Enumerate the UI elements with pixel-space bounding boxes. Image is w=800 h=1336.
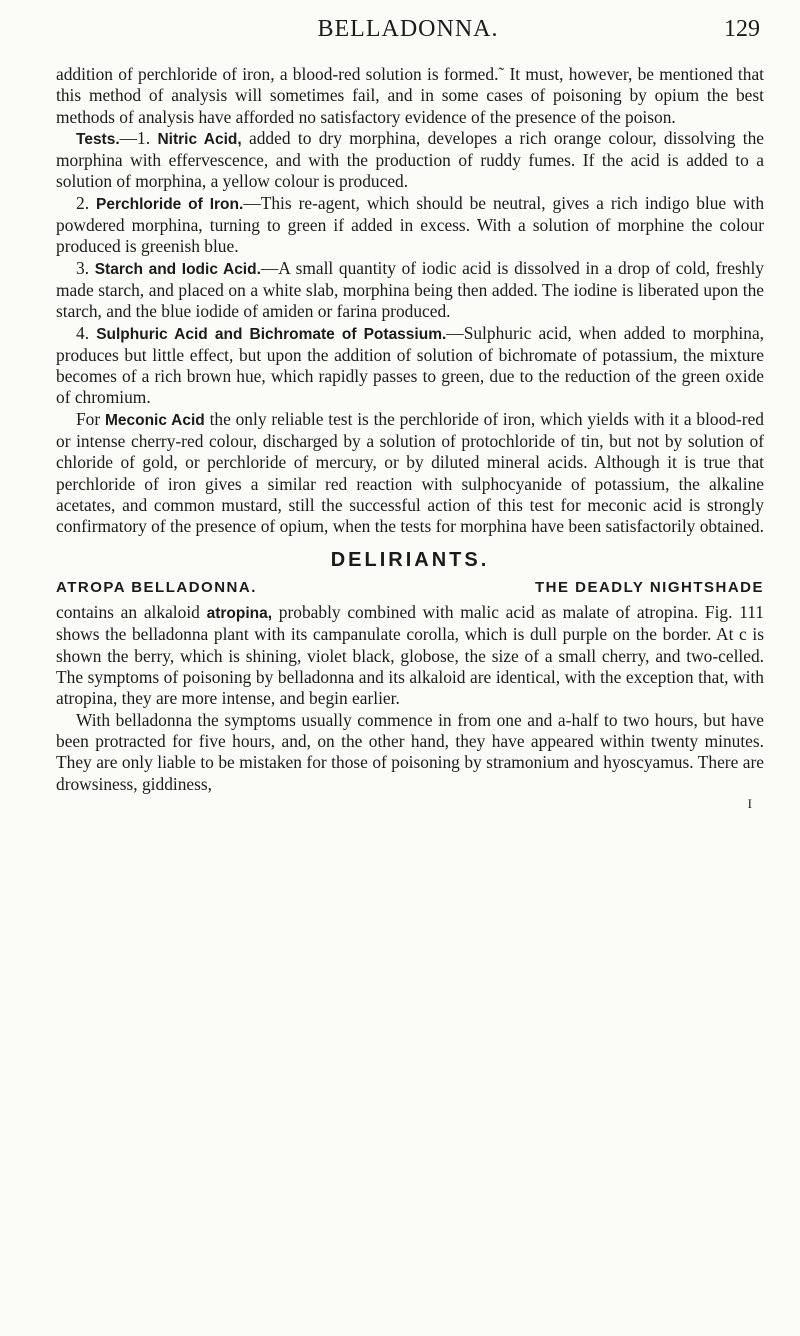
section-heading-deliriants: DELIRIANTS.	[330, 548, 490, 571]
page-header	[56, 16, 760, 50]
belladonna-paragraph-1	[56, 602, 764, 709]
belladonna-p1-text: probably combined with malic acid as malate of atropina. Fig. 111 shows the belladonna plant with its campanulate corolla, which is dull purple on the border. At c is shown the berry, which is shining, violet black, globose, the size of a small cherry, and two-celled. The symptoms of poisoning by belladonna and its alkaloid are identical, with the exception that, with atropina, they are more intense, and begin earlier.	[56, 602, 764, 709]
page-body	[56, 64, 764, 814]
belladonna-p1-lead: contains an alkaloid	[56, 602, 207, 623]
test-3-text: —A small quantity of iodic acid is dissolved in a drop of cold, freshly made starch, and placed on a white slab, morphina being then added. The iodine is liberated upon the starch, and the blue iodide of amiden or farina produced.	[56, 257, 764, 322]
test-2-name: Perchloride of Iron.	[96, 195, 244, 213]
test-1-number: —1.	[119, 127, 158, 148]
meconic-prefix: For	[76, 408, 105, 429]
meconic-acid-paragraph	[56, 409, 764, 538]
subheading-atropa	[56, 577, 764, 598]
page-number: 129	[724, 16, 760, 42]
belladonna-paragraph-2: With belladonna the symptoms usually commence in from one and a-half to two hours, but have been protracted for five hours, and, on the other hand, they have appeared within twenty minutes. They are only liable to be mistaken for those of poisoning by stramonium and hyoscyamus. There are drowsiness, giddiness,	[56, 709, 764, 794]
test-2-paragraph	[56, 193, 764, 258]
test-3-name: Starch and Iodic Acid.	[94, 260, 261, 278]
intro-paragraph: addition of perchloride of iron, a blood-red solution is formed.˜ It must, however, be mentioned that this method of analysis will sometimes fail, and in some cases of poisoning by opium the best methods of analysis have afforded no satisfactory evidence of the presence of the poison.	[56, 64, 764, 127]
test-1-name: Nitric Acid,	[157, 130, 242, 148]
test-2-number: 2.	[76, 192, 96, 213]
tests-label: Tests.	[76, 130, 120, 148]
test-1-paragraph	[56, 128, 764, 193]
subheading-common-name: THE DEADLY NIGHTSHADE	[534, 578, 764, 596]
meconic-acid-text: the only reliable test is the perchloride of iron, which yields with it a blood-red or intense cherry-red colour, discharged by a solution of protochloride of tin, but not by solution of chloride of gold, or perchloride of mercury, or by diluted mineral acids. Although it is true that perchloride of iron gives a similar red reaction with sulphocyanide of potassium, the alkaline acetates, and common mustard, still the successful action of this test for meconic acid is strongly confirmatory of the presence of opium, when the tests for morphina have been satisfactorily obtained.	[56, 408, 764, 537]
test-1-text: added to dry morphina, developes a rich orange colour, dissolving the morphina with effervescence, and with the production of ruddy fumes. If the acid is added to a solution of morphina, a yellow colour is produced.	[56, 127, 765, 192]
test-4-text: —Sulphuric acid, when added to morphina, produces but little effect, but upon the addition of solution of bichromate of potassium, the mixture becomes of a rich brown hue, which rapidly passes to green, due to the reduction of the green oxide of chromium.	[56, 322, 765, 408]
running-head: BELLADONNA.	[317, 16, 499, 42]
subheading-latin-name: ATROPA BELLADONNA.	[56, 578, 257, 596]
test-2-text: —This re-agent, which should be neutral, gives a rich indigo blue with powdered morphina, turning to green if added in excess. With a solution of morphine the colour produced is greenish blue.	[56, 192, 765, 257]
test-4-number: 4.	[76, 322, 97, 343]
test-4-name: Sulphuric Acid and Bichromate of Potassium.	[96, 325, 447, 343]
test-4-paragraph	[56, 323, 764, 409]
signature-mark: I	[747, 795, 752, 811]
meconic-acid-name: Meconic Acid	[104, 411, 205, 429]
atropina-term: atropina,	[206, 605, 273, 623]
test-3-number: 3.	[76, 257, 95, 278]
test-3-paragraph	[56, 258, 764, 323]
